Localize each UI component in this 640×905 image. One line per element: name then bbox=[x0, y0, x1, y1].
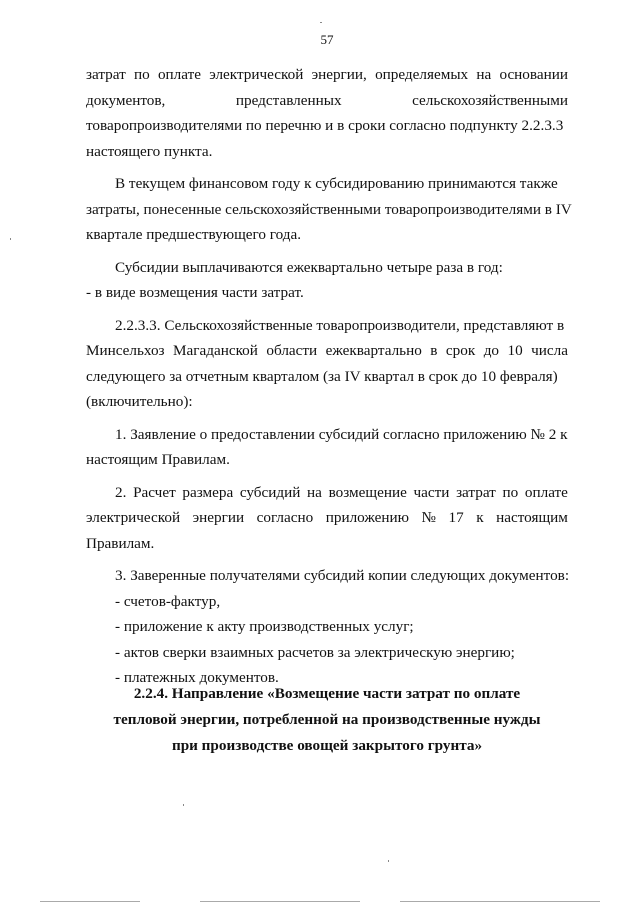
word: на bbox=[307, 483, 322, 501]
word: на bbox=[476, 66, 492, 83]
scan-edge-line bbox=[200, 901, 360, 902]
word: определяемых bbox=[375, 66, 469, 83]
word: настоящим bbox=[496, 509, 568, 526]
word: по bbox=[133, 66, 150, 83]
paragraph-2-line-2: затраты, понесенные сельскохозяйственными товаропроизводителями в IV bbox=[86, 200, 572, 218]
paragraph-5-line-2: настоящим Правилам. bbox=[86, 451, 230, 468]
scan-speck bbox=[183, 804, 184, 806]
word: ежеквартально bbox=[325, 342, 422, 359]
paragraph-4-line-4: (включительно): bbox=[86, 393, 193, 410]
word: срок bbox=[445, 342, 476, 359]
paragraph-7-line-1: 3. Заверенные получателями субсидий копии следующих документов: bbox=[115, 567, 570, 584]
word: 10 bbox=[507, 342, 523, 359]
paragraph-2-line-3: квартале предшествующего года. bbox=[86, 226, 302, 243]
word: электрической bbox=[86, 509, 181, 526]
word: к bbox=[476, 509, 484, 526]
paragraph-6-line-1 bbox=[86, 480, 568, 506]
word: приложению bbox=[325, 509, 409, 526]
word: субсидий bbox=[239, 483, 301, 501]
section-heading-line-2: тепловой энергии, потребленной на производственные нужды bbox=[113, 711, 541, 728]
paragraph-2-line-1: В текущем финансовом году к субсидированию принимаются также bbox=[115, 175, 558, 192]
word: 17 bbox=[448, 509, 464, 526]
word: размера bbox=[182, 483, 234, 501]
paragraph-7-line-4: - актов сверки взаимных расчетов за электрическую энергию; bbox=[115, 643, 515, 661]
word: части bbox=[413, 483, 450, 501]
word: энергии bbox=[192, 509, 245, 526]
word: электрической bbox=[209, 66, 304, 83]
section-heading-line-3: при производстве овощей закрытого грунта» bbox=[171, 737, 483, 754]
paragraph-6-line-2 bbox=[86, 505, 568, 531]
word: числа bbox=[531, 342, 568, 359]
scan-speck bbox=[320, 22, 322, 23]
section-heading bbox=[86, 681, 568, 759]
paragraph-4-line-3: следующего за отчетным кварталом (за IV квартал в срок до 10 февраля) bbox=[86, 367, 558, 385]
word: возмещение bbox=[328, 483, 407, 501]
page-number: 57 bbox=[320, 32, 334, 47]
word: 2. bbox=[115, 483, 127, 501]
document-body bbox=[86, 62, 572, 691]
word: затрат bbox=[86, 66, 126, 83]
word: согласно bbox=[256, 509, 314, 526]
word: энергии, bbox=[311, 66, 367, 83]
paragraph-4-line-1: 2.2.3.3. Сельскохозяйственные товаропроизводители, представляют в bbox=[115, 316, 565, 334]
paragraph-5-line-1: 1. Заявление о предоставлении субсидий согласно приложению № 2 к bbox=[115, 425, 568, 443]
scan-edge-line bbox=[40, 901, 140, 902]
word: № bbox=[421, 509, 437, 526]
scan-speck bbox=[10, 238, 11, 240]
paragraph-3-line-2: - в виде возмещения части затрат. bbox=[86, 284, 304, 301]
paragraph-7-line-3: - приложение к акту производственных услуг; bbox=[115, 618, 414, 635]
paragraph-1-line-3: товаропроизводителями по перечню и в сроки согласно подпункту 2.2.3.3 bbox=[86, 117, 564, 134]
paragraph-7-line-2: - счетов-фактур, bbox=[115, 592, 221, 610]
paragraph-3-line-1: Субсидии выплачиваются ежеквартально четыре раза в год: bbox=[115, 258, 503, 276]
word: до bbox=[483, 342, 500, 359]
word: оплате bbox=[157, 66, 201, 83]
word: по bbox=[502, 483, 519, 501]
paragraph-1-line-4: настоящего пункта. bbox=[86, 142, 213, 160]
paragraph-1-line-2 bbox=[86, 88, 568, 114]
word: в bbox=[430, 342, 438, 359]
word: документов, bbox=[86, 91, 166, 109]
paragraph-1-line-1 bbox=[86, 62, 568, 88]
paragraph-6-line-3: Правилам. bbox=[86, 534, 155, 552]
word: Расчет bbox=[133, 483, 176, 501]
paragraph-7-line-5: - платежных документов. bbox=[115, 669, 279, 686]
word: области bbox=[266, 342, 318, 359]
word: представленных bbox=[235, 91, 342, 109]
scan-speck bbox=[388, 860, 389, 862]
word: затрат bbox=[456, 483, 496, 501]
paragraph-4-line-2 bbox=[86, 338, 568, 364]
word: Минсельхоз bbox=[86, 342, 165, 359]
word: Магаданской bbox=[173, 342, 258, 359]
word: основании bbox=[499, 66, 568, 83]
word: сельскохозяйственными bbox=[412, 91, 568, 109]
section-heading-line-1: 2.2.4. Направление «Возмещение части затрат по оплате bbox=[133, 685, 521, 702]
scan-edge-line bbox=[400, 901, 600, 902]
word: оплате bbox=[524, 483, 568, 501]
